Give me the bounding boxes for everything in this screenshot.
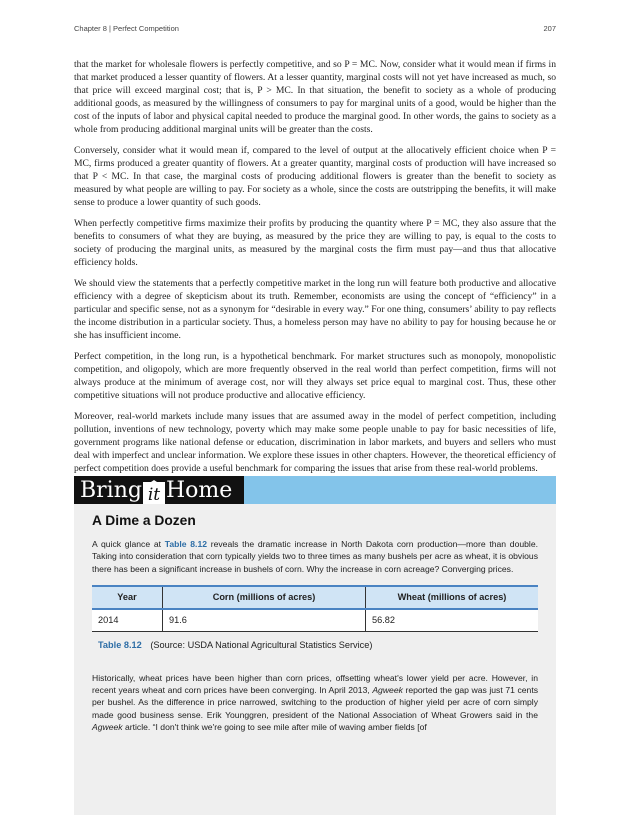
column-header-corn: Corn (millions of acres): [163, 586, 366, 609]
logo-word-home: Home: [165, 478, 233, 503]
feature-closing: [92, 672, 538, 733]
table-row: [92, 609, 538, 632]
main-text: [74, 58, 556, 483]
bring-it-home-logo: [74, 476, 244, 504]
paragraph: that the market for wholesale flowers is perfectly competitive, and so P = MC. Now, consider what it would mean if firms in that market produced a lesser quantity of flowers. At a lesser quantity, marginal costs will not yet have increased as much, so that price will exceed marginal cost; that is, P > MC. In that situation, the benefit to society as a whole of producing additional goods, as measured by the willingness of consumers to pay for marginal units of a good, would be higher than the cost of the inputs of labor and physical capital needed to produce the marginal good. In other words, the gains to society as a whole from producing additional marginal units will be greater than the costs.: [74, 59, 556, 136]
logo-house-icon: [143, 482, 165, 504]
column-header-year: Year: [92, 586, 163, 609]
table-cell: 91.6: [163, 609, 366, 632]
chapter-title: Chapter 8 | Perfect Competition: [74, 24, 179, 33]
feature-title: A Dime a Dozen: [92, 513, 196, 528]
feature-intro: [92, 538, 538, 575]
data-table: [92, 585, 538, 632]
bring-it-home-feature: [74, 476, 556, 815]
caption-label: Table 8.12: [98, 639, 142, 650]
feature-banner: [74, 476, 556, 504]
column-header-wheat: Wheat (millions of acres): [366, 586, 539, 609]
table-header-row: [92, 586, 538, 609]
logo-word-it: it: [147, 485, 161, 505]
paragraph: When perfectly competitive firms maximize their profits by producing the quantity where P = MC, they also assure that the benefits to consumers of what they are buying, as measured by the price they are willing to pay, is equal to the costs to society of producing the marginal units, as measured by the marginal costs the firm must pay—and thus that allocative efficiency holds.: [74, 218, 556, 269]
page-number: 207: [543, 24, 556, 33]
closing-text: reported the gap was just 71 cents per bushel. As the difference in price narrowed, switching to the production of higher yield per acre of corn simply made good business sense. Erik Younggren, president of the National Association of Wheat Growers said in the: [92, 685, 538, 720]
feature-content: [74, 504, 556, 733]
page-header: [74, 24, 556, 33]
table-caption: [98, 640, 538, 650]
intro-text: reveals the dramatic increase in North Dakota corn production—more than double. Taking into consideration that corn typically yields two to three times as many bushels per acre as wheat, it is obvious there has been a significant increase in bushels of corn. Why the increase in corn acreage? Converging prices.: [92, 539, 538, 574]
table-link[interactable]: Table 8.12: [164, 539, 207, 549]
closing-text: Historically, wheat prices have been higher than corn prices, offsetting wheat's lower yield per acre. However, in recent years wheat and corn prices have been converging. In April 2013,: [92, 672, 538, 696]
caption-text: (Source: USDA National Agricultural Statistics Service): [150, 639, 373, 650]
table-cell: 2014: [92, 609, 163, 632]
paragraph: Moreover, real-world markets include many issues that are assumed away in the model of perfect competition, including pollution, inventions of new technology, poverty which may make some people unable to pay for basic necessities of life, government programs like national defense or education, discrimination in labor markets, and buyers and sellers who must deal with imperfect and unclear information. We explore these issues in other chapters. However, the theoretical efficiency of perfect competition does provide a useful benchmark for comparing the issues that arise from these real-world problems.: [74, 410, 556, 475]
table-cell: 56.82: [366, 609, 539, 632]
paragraph: Perfect competition, in the long run, is a hypothetical benchmark. For market structures such as monopoly, monopolistic competition, and oligopoly, which are more frequently observed in the real world than perfect competition, firms will not always produce at the minimum of average cost, nor will they always set price equal to marginal cost. Thus, these other competitive situations will not produce productive and allocative efficiency.: [74, 350, 556, 402]
paragraph: Conversely, consider what it would mean if, compared to the level of output at the allocatively efficient choice when P = MC, firms produced a greater quantity of flowers. At a greater quantity, marginal costs of production will have increased so that P < MC. In that case, the marginal costs of producing additional flowers is greater than the benefit to society as measured by what people are willing to pay. For society as a whole, since the costs are outstripping the benefits, it will make sense to produce a lower quantity of such goods.: [74, 145, 556, 209]
paragraph: We should view the statements that a perfectly competitive market in the long run will feature both productive and allocative efficiency with a degree of skepticism about its truth. Remember, economists are using the concept of “efficiency” in a particular and specific sense, not as a synonym for “desirable in every way.” For one thing, consumers’ ability to pay reflects the income distribution in a particular society. Thus, a homeless person may have no ability to pay for housing because he or she has insufficient income.: [74, 277, 556, 342]
publication-name: Agweek: [92, 722, 123, 733]
logo-word-bring: Bring: [80, 478, 142, 503]
intro-text: A quick glance at: [92, 539, 165, 549]
publication-name: Agweek: [372, 685, 403, 696]
closing-text: article. “I don't think we're going to see mile after mile of waving amber fields [of: [122, 722, 427, 733]
